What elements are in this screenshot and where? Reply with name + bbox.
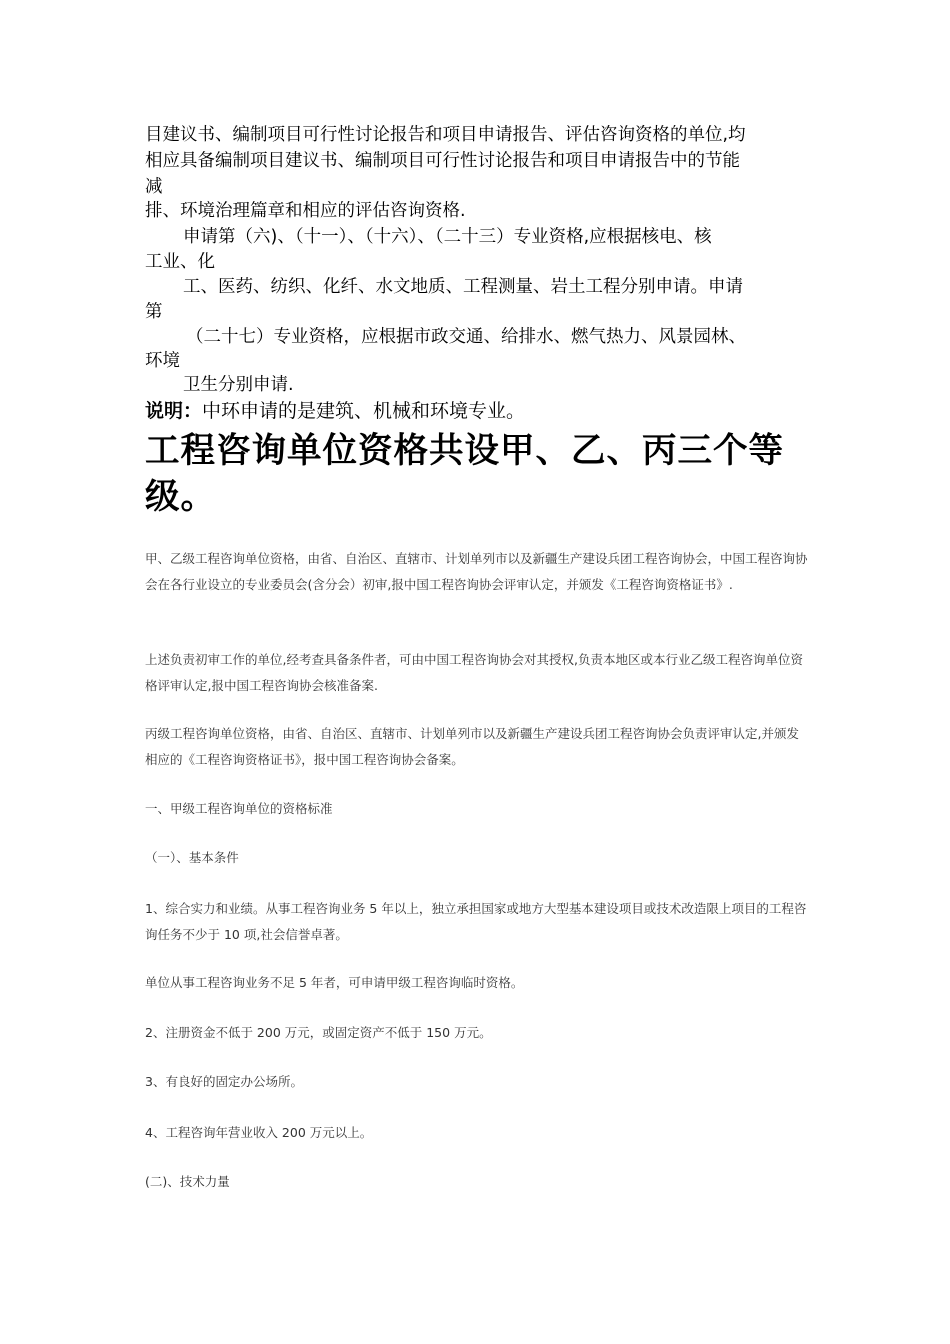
note-label: 说明： (145, 400, 203, 422)
note-line (145, 398, 525, 424)
paragraph: 3、有良好的固定办公场所。 (145, 1074, 303, 1089)
body-line: 第 (145, 302, 163, 322)
paragraph: 2、注册资金不低于 200 万元，或固定资产不低于 150 万元。 (145, 1025, 492, 1040)
body-line: 申请第（六)、（十一）、（十六）、（二十三）专业资格,应根据核电、核 (183, 227, 712, 247)
body-line: 环境 (145, 351, 180, 371)
paragraph: 丙级工程咨询单位资格，由省、自治区、直辖市、计划单列市以及新疆生产建设兵团工程咨询协会负责评审认定,并颁发相应的《工程咨询资格证书》，报中国工程咨询协会备案。 (145, 726, 799, 767)
body-line: 减 (145, 177, 163, 197)
subsection-title: （一）、基本条件 (145, 850, 239, 865)
body-line: 相应具备编制项目建议书、编制项目可行性讨论报告和项目申请报告中的节能 (145, 151, 740, 171)
body-line: （二十七）专业资格，应根据市政交通、给排水、燃气热力、风景园林、 (186, 327, 746, 347)
body-line: 目建议书、编制项目可行性讨论报告和项目申请报告、评估咨询资格的单位,均 (145, 125, 746, 145)
note-text: 中环申请的是建筑、机械和环境专业。 (202, 400, 526, 422)
body-line: 工业、化 (145, 252, 215, 272)
body-line: 卫生分别申请. (183, 375, 294, 395)
body-line: 排、环境治理篇章和相应的评估咨询资格. (145, 201, 466, 221)
paragraph: 上述负责初审工作的单位,经考查具备条件者，可由中国工程咨询协会对其授权,负责本地区或本行业乙级工程咨询单位资格评审认定,报中国工程咨询协会核准备案. (145, 652, 803, 693)
paragraph: 单位从事工程咨询业务不足 5 年者，可申请甲级工程咨询临时资格。 (145, 975, 524, 990)
paragraph: 1、综合实力和业绩。从事工程咨询业务 5 年以上，独立承担国家或地方大型基本建设项目或技术改造限上项目的工程咨询任务不少于 10 项,社会信誉卓著。 (145, 901, 807, 942)
body-line: 工、医药、纺织、化纤、水文地质、工程测量、岩土工程分别申请。申请 (183, 277, 743, 297)
section-title: 一、甲级工程咨询单位的资格标准 (145, 801, 333, 816)
section-heading: 工程咨询单位资格共设甲、乙、丙三个等级。 (145, 431, 784, 517)
paragraph: 4、工程咨询年营业收入 200 万元以上。 (145, 1125, 373, 1140)
paragraph: 甲、乙级工程咨询单位资格，由省、自治区、直辖市、计划单列市以及新疆生产建设兵团工程咨询协会，中国工程咨询协会在各行业设立的专业委员会(含分会）初审,报中国工程咨询协会评审认定，并颁发《工程咨询资格证书》. (145, 551, 808, 592)
subsection-title: (二)、技术力量 (145, 1174, 230, 1189)
